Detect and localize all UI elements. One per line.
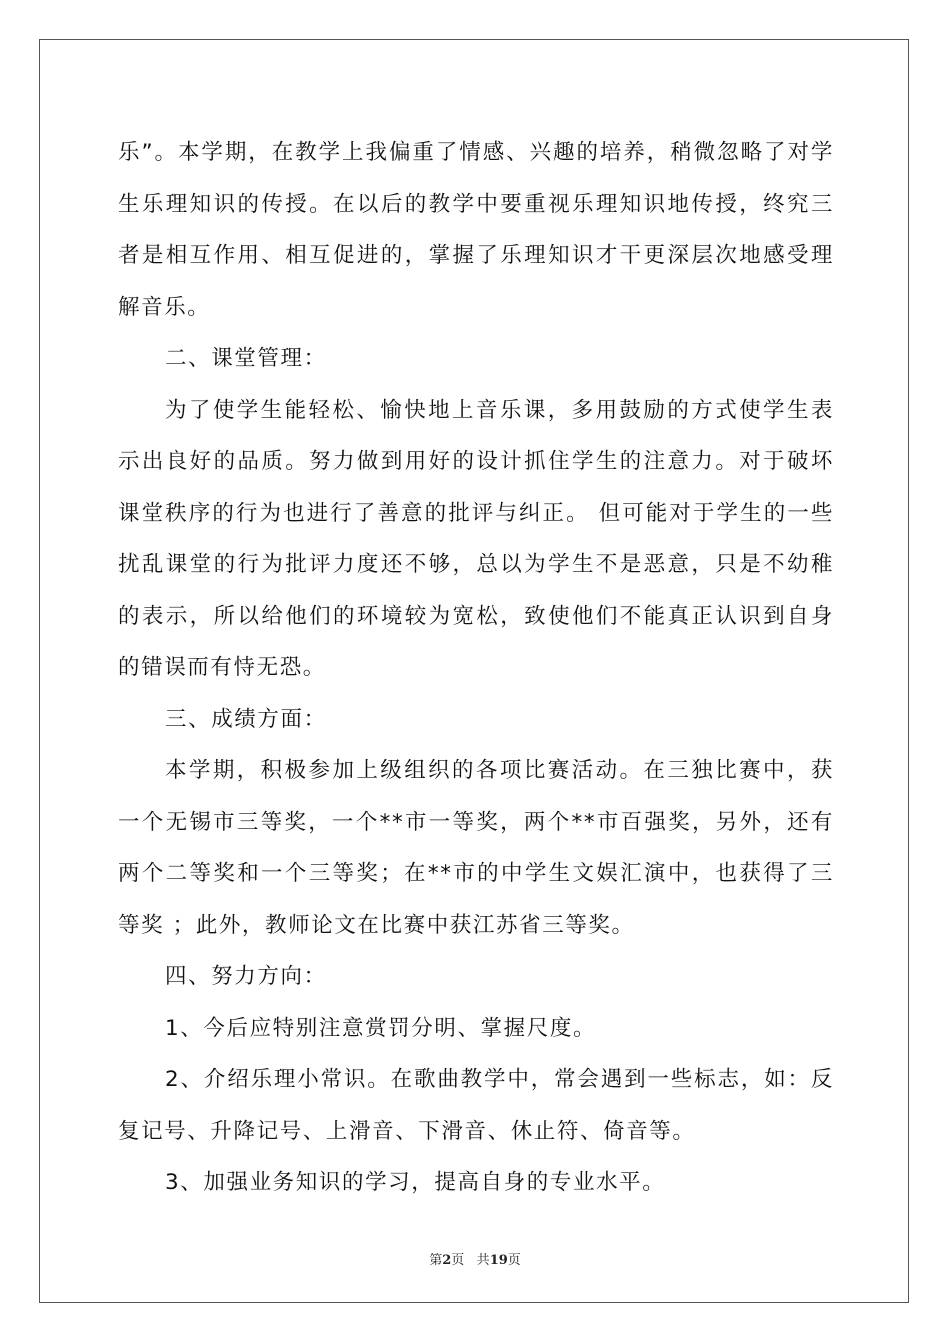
page-number: 2 — [442, 1253, 452, 1268]
section-heading-direction: 四、努力方向： — [165, 964, 327, 989]
total-label-prefix: 共 — [476, 1253, 490, 1268]
total-pages: 19 — [489, 1253, 508, 1268]
page-label-suffix: 页 — [451, 1253, 465, 1268]
list-item-1: 1、今后应特别注意赏罚分明、掌握尺度。 — [165, 1015, 597, 1041]
section-heading-achievements: 三、成绩方面： — [165, 706, 327, 732]
section-heading-classroom-management: 二、课堂管理： — [165, 346, 327, 371]
page-label-prefix: 第 — [429, 1253, 443, 1268]
page-footer — [0, 1249, 950, 1268]
paragraph-achievements: 本学期，积极参加上级组织的各项比赛活动。在三独比赛中，获一个无锡市三等奖，一个**市一等奖，两个**市百强奖，另外，还有两个二等奖和一个三等奖；在**市的中学生文娱汇演中，也获得了三等奖 ；此外，教师论文在比赛中获江苏省三等奖。 — [118, 758, 834, 938]
total-label-suffix: 页 — [507, 1253, 521, 1268]
list-item-2: 2、介绍乐理小常识。在歌曲教学中，常会遇到一些标志，如：反复记号、升降记号、上滑音、下滑音、休止符、倚音等。 — [118, 1067, 834, 1144]
document-body — [118, 127, 834, 1209]
paragraph-classroom-management: 为了使学生能轻松、愉快地上音乐课，多用鼓励的方式使学生表示出良好的品质。努力做到用好的设计抓住学生的注意力。对于破坏课堂秩序的行为也进行了善意的批评与纠正。 但可能对于学生的一些扰乱课堂的行为批评力度还不够，总以为学生不是恶意，只是不幼稚的表示，所以给他们的环境较为宽松，致使他们不能真正认识到自身的错误而有恃无恐。 — [118, 397, 834, 680]
paragraph-continuation: 乐”。本学期，在教学上我偏重了情感、兴趣的培养，稍微忽略了对学生乐理知识的传授。在以后的教学中要重视乐理知识地传授，终究三者是相互作用、相互促进的，掌握了乐理知识才干更深层次地感受理解音乐。 — [118, 140, 834, 320]
list-item-3: 3、加强业务知识的学习，提高自身的专业水平。 — [165, 1170, 666, 1195]
